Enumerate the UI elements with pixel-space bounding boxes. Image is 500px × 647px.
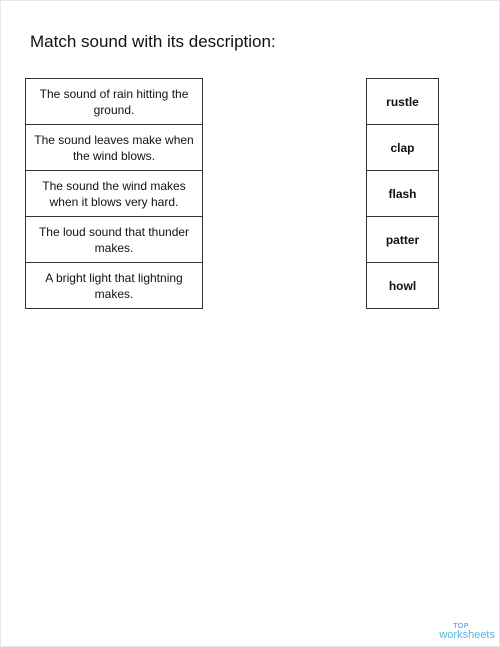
words-column xyxy=(366,78,439,309)
word-cell[interactable]: flash xyxy=(367,171,438,217)
word-cell[interactable]: rustle xyxy=(367,79,438,125)
description-cell[interactable]: The sound leaves make when the wind blows. xyxy=(26,125,202,171)
description-cell[interactable]: A bright light that lightning makes. xyxy=(26,263,202,309)
description-cell[interactable]: The sound of rain hitting the ground. xyxy=(26,79,202,125)
word-cell[interactable]: howl xyxy=(367,263,438,309)
description-cell[interactable]: The loud sound that thunder makes. xyxy=(26,217,202,263)
description-cell[interactable]: The sound the wind makes when it blows very hard. xyxy=(26,171,202,217)
descriptions-column xyxy=(25,78,203,309)
word-cell[interactable]: patter xyxy=(367,217,438,263)
logo-top-text: TOP xyxy=(453,623,469,630)
logo-main-text: worksheets xyxy=(439,629,495,641)
topworksheets-logo xyxy=(439,623,495,641)
worksheet-title: Match sound with its description: xyxy=(30,32,276,51)
word-cell[interactable]: clap xyxy=(367,125,438,171)
